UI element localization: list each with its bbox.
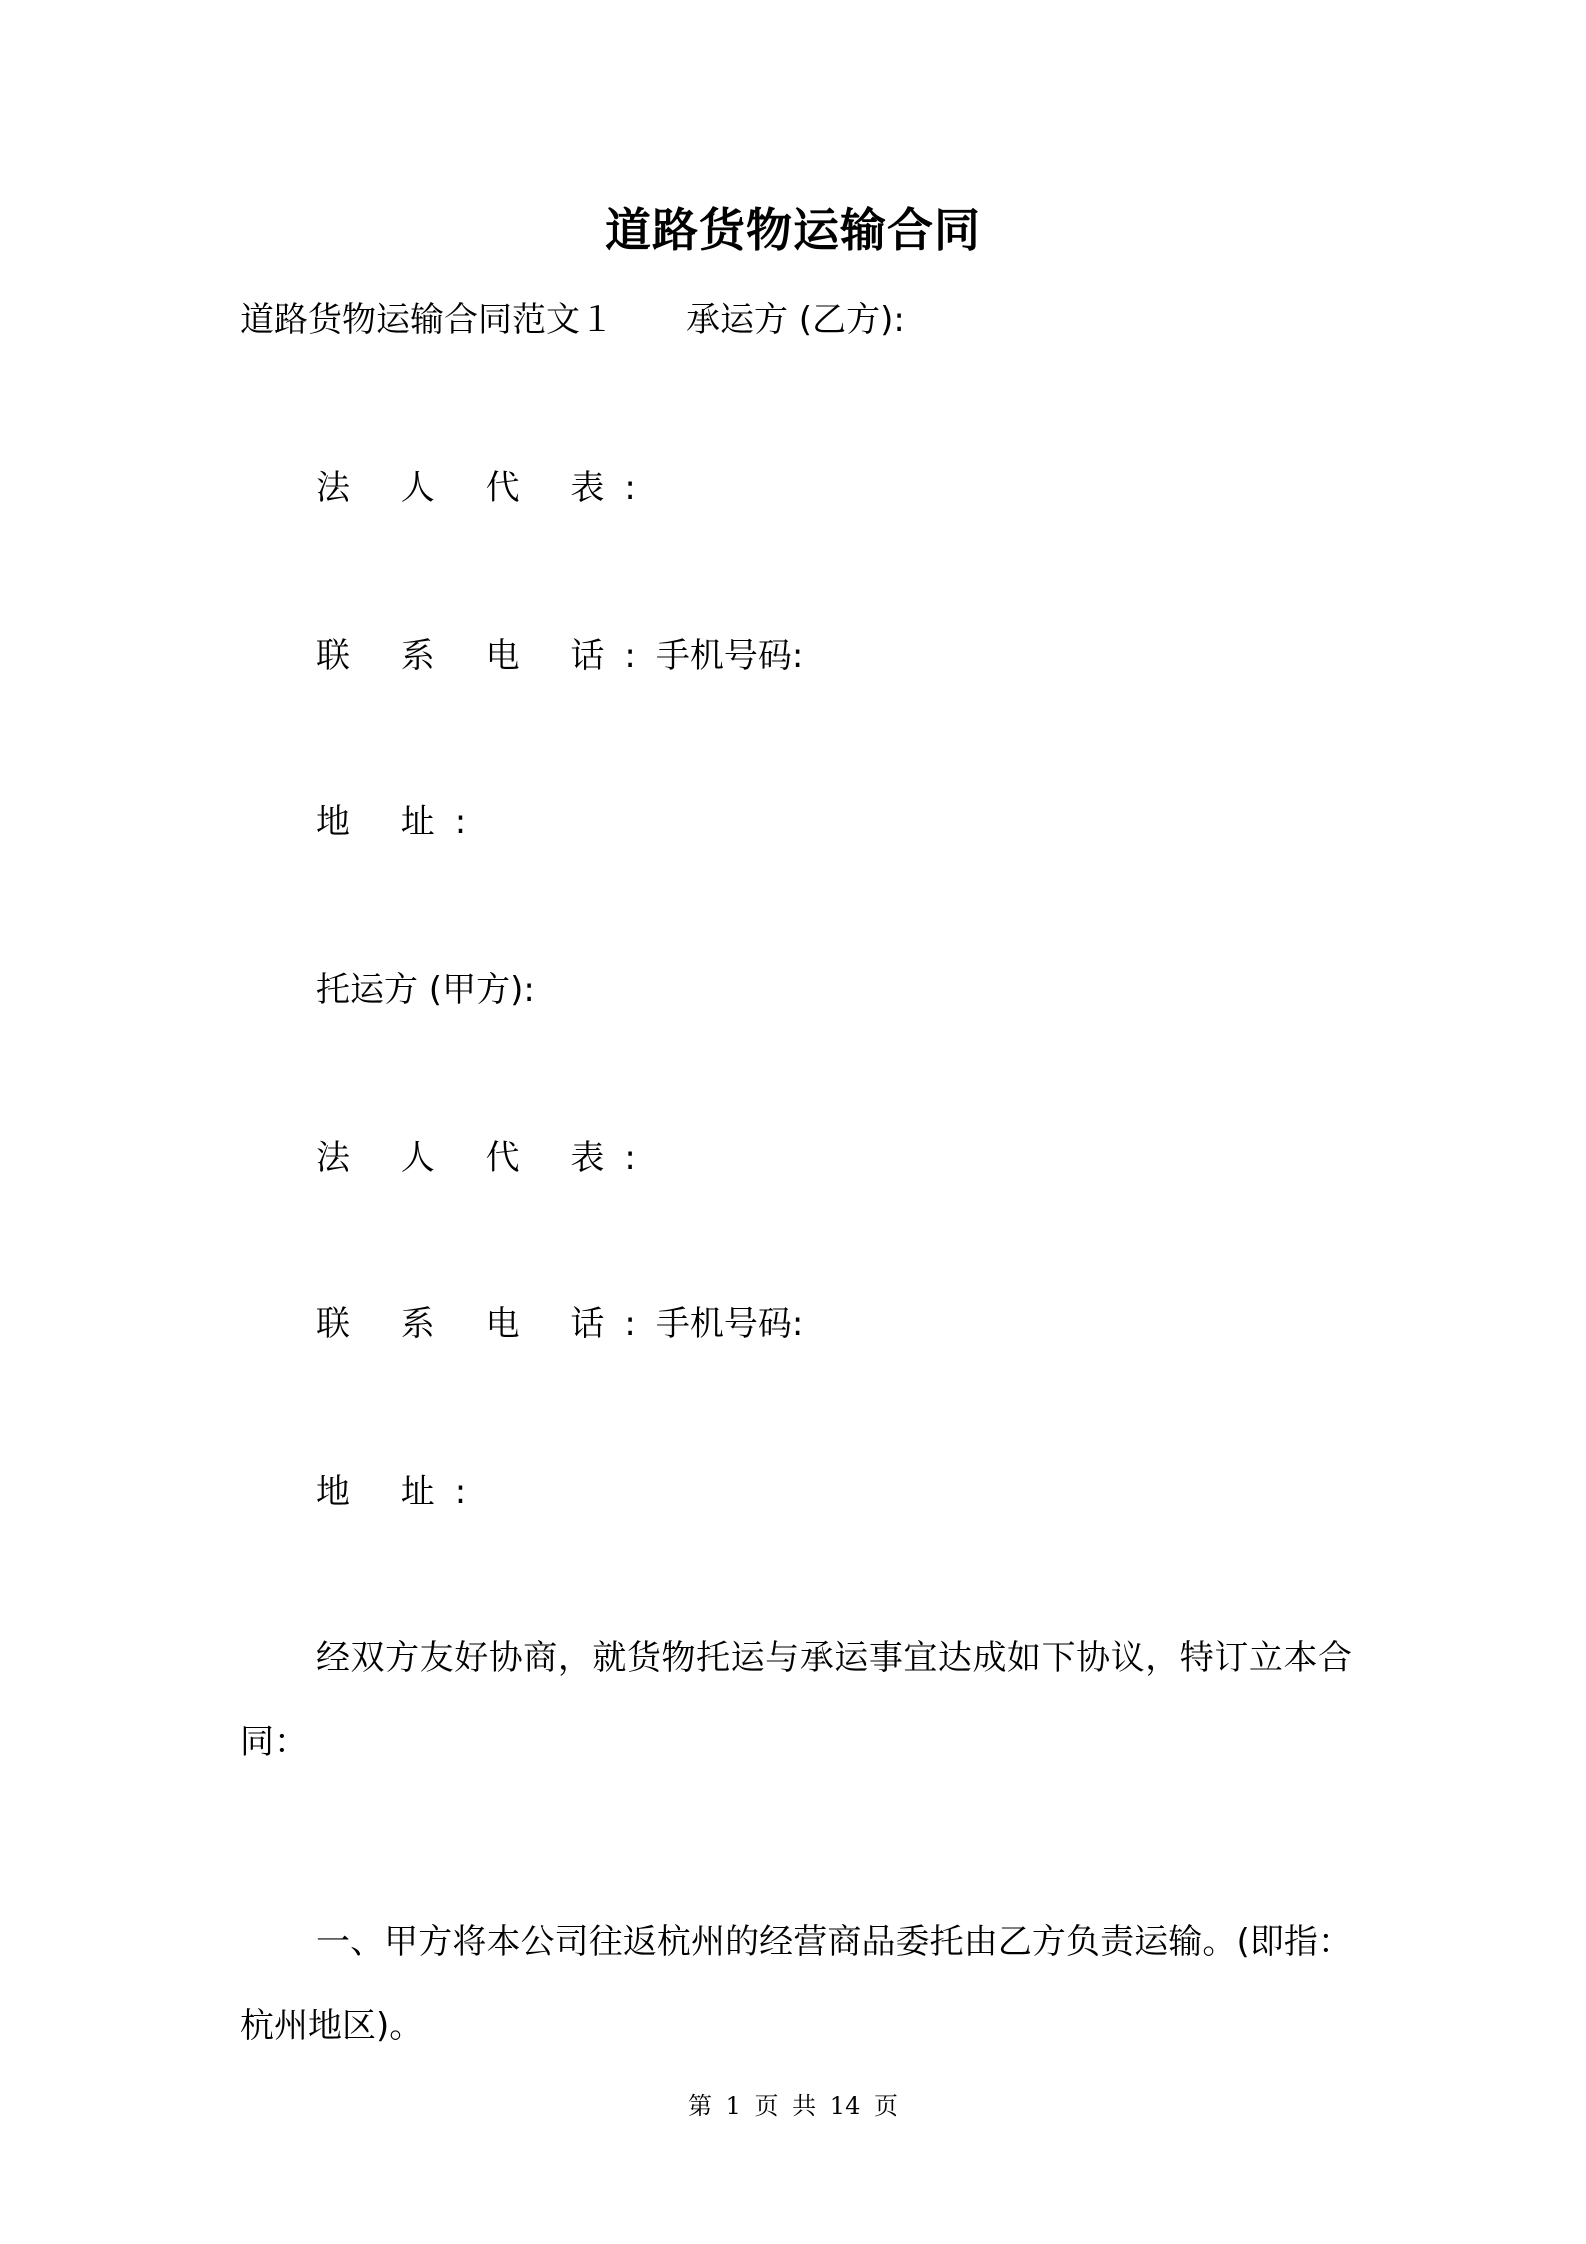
carrier-mobile: 手机号码:: [655, 636, 804, 676]
shipper-label: 托运方 (甲方):: [316, 970, 535, 1010]
carrier-label: 承运方 (乙方):: [686, 300, 905, 340]
document-title: 道路货物运输合同: [605, 203, 981, 257]
carrier-phone-line: [316, 632, 803, 680]
heading-line: [240, 296, 905, 344]
shipper-address: 地 址:: [316, 1472, 487, 1512]
shipper-legal-rep: 法 人 代 表:: [316, 1138, 656, 1178]
carrier-address: 地 址:: [316, 802, 487, 842]
shipper-mobile: 手机号码:: [655, 1304, 804, 1344]
page-number-footer: 第 1 页 共 14 页: [688, 2092, 898, 2120]
shipper-phone: 联 系 电 话:: [316, 1304, 656, 1344]
carrier-legal-rep: 法 人 代 表:: [316, 468, 656, 508]
carrier-phone: 联 系 电 话:: [316, 636, 656, 676]
agreement-paragraph: 经双方友好协商，就货物托运与承运事宜达成如下协议，特订立本合同：: [240, 1638, 1352, 1762]
clause-one-paragraph: 一、甲方将本公司往返杭州的经营商品委托由乙方负责运输。(即指：杭州地区)。: [240, 1922, 1352, 2046]
sample-label: 道路货物运输合同范文１: [240, 300, 614, 340]
shipper-phone-line: [316, 1300, 803, 1348]
